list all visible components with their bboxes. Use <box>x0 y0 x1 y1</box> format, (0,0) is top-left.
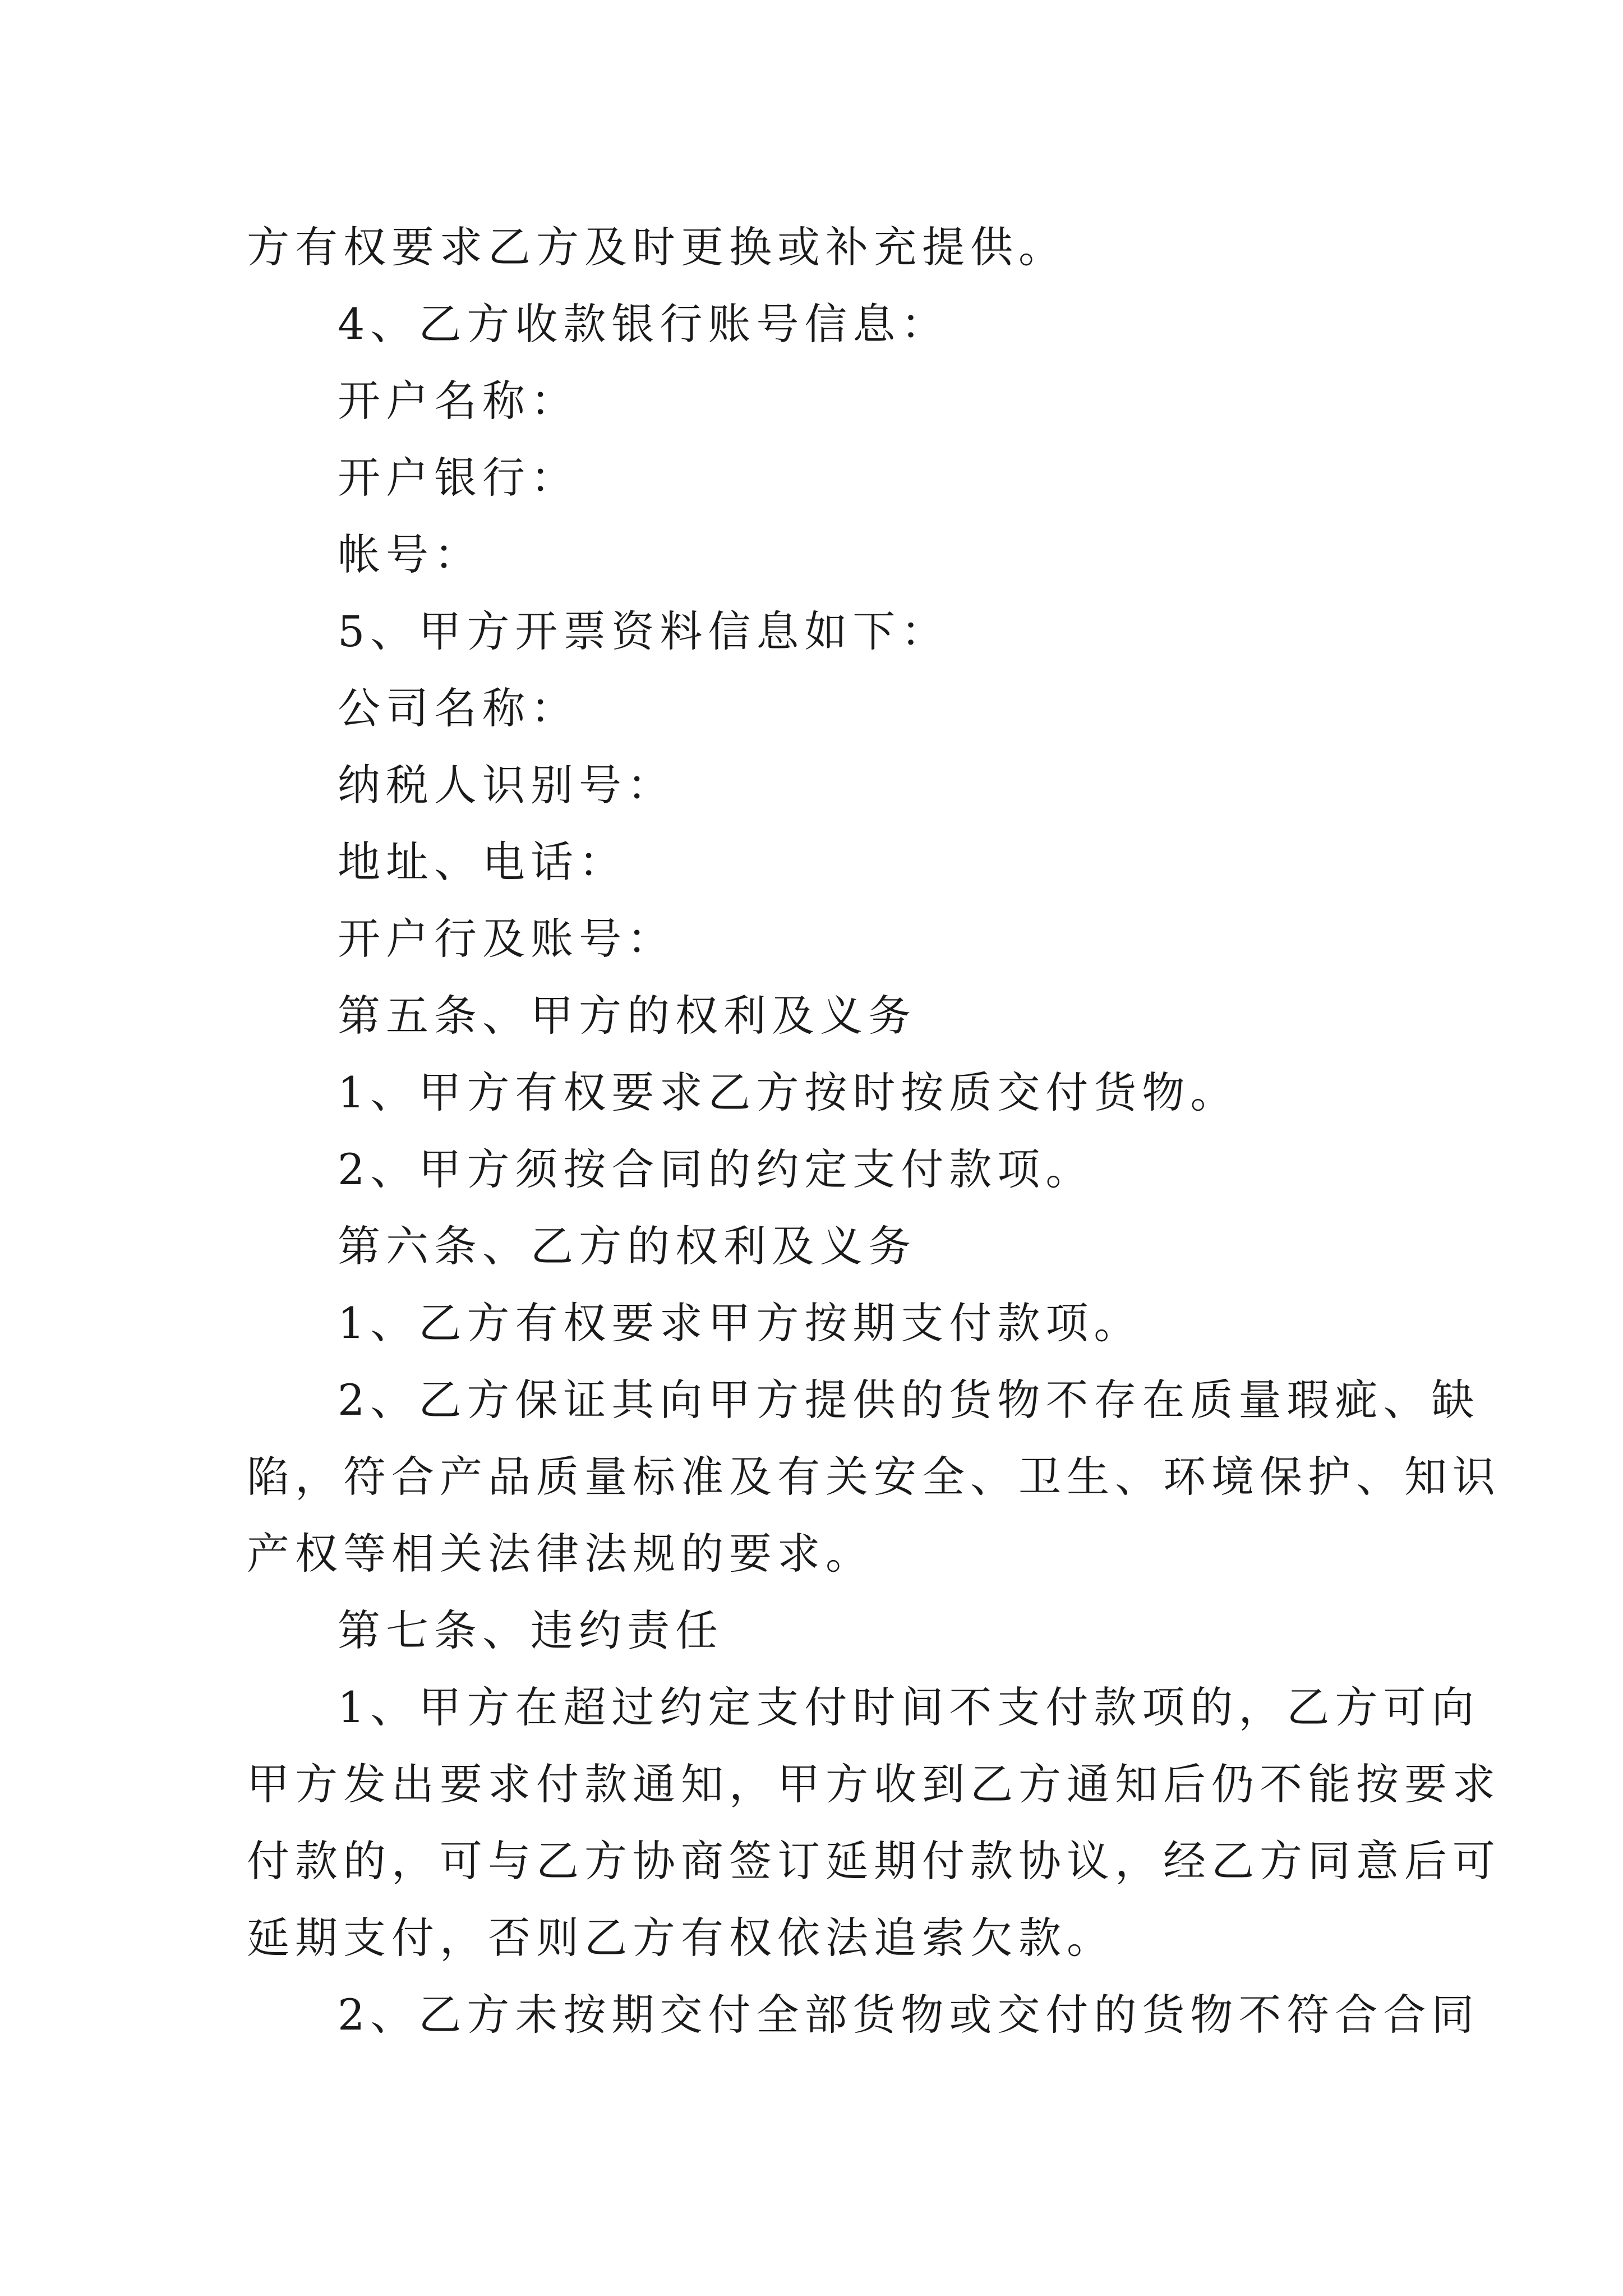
text-line: 纳税人识别号： <box>338 760 675 810</box>
text-line: 1、乙方有权要求甲方按期支付款项。 <box>338 1298 1142 1348</box>
text-line: 开户名称： <box>338 376 579 426</box>
section-heading: 第七条、违约责任 <box>338 1605 723 1655</box>
text-line: 帐号： <box>338 530 482 579</box>
document-body <box>247 209 1501 2053</box>
text-line: 地址、电话： <box>338 837 627 887</box>
text-line: 开户银行： <box>338 453 579 503</box>
section-heading: 第五条、甲方的权利及义务 <box>338 991 916 1041</box>
text-line: 2、甲方须按合同的约定支付款项。 <box>338 1144 1094 1194</box>
text-line: 延期支付，否则乙方有权依法追索欠款。 <box>247 1913 1115 1963</box>
text-line: 2、乙方未按期交付全部货物或交付的货物不符合合同 <box>338 1990 1480 2040</box>
text-line: 开户行及账号： <box>338 914 675 964</box>
text-line: 2、乙方保证其向甲方提供的货物不存在质量瑕疵、缺 <box>338 1375 1480 1425</box>
text-line: 方有权要求乙方及时更换或补充提供。 <box>247 222 1067 272</box>
text-line: 付款的，可与乙方协商签订延期付款协议，经乙方同意后可 <box>247 1836 1501 1886</box>
section-heading: 第六条、乙方的权利及义务 <box>338 1221 916 1271</box>
text-line: 甲方发出要求付款通知，甲方收到乙方通知后仍不能按要求 <box>247 1759 1501 1809</box>
text-line: 4、乙方收款银行账号信息： <box>338 299 949 349</box>
text-line: 公司名称： <box>338 683 579 733</box>
text-line: 1、甲方在超过约定支付时间不支付款项的，乙方可向 <box>338 1682 1480 1732</box>
text-line: 产权等相关法律法规的要求。 <box>247 1529 874 1579</box>
text-line: 陷，符合产品质量标准及有关安全、卫生、环境保护、知识 <box>247 1452 1501 1502</box>
text-line: 5、甲方开票资料信息如下： <box>338 606 949 656</box>
text-line: 1、甲方有权要求乙方按时按质交付货物。 <box>338 1068 1239 1117</box>
